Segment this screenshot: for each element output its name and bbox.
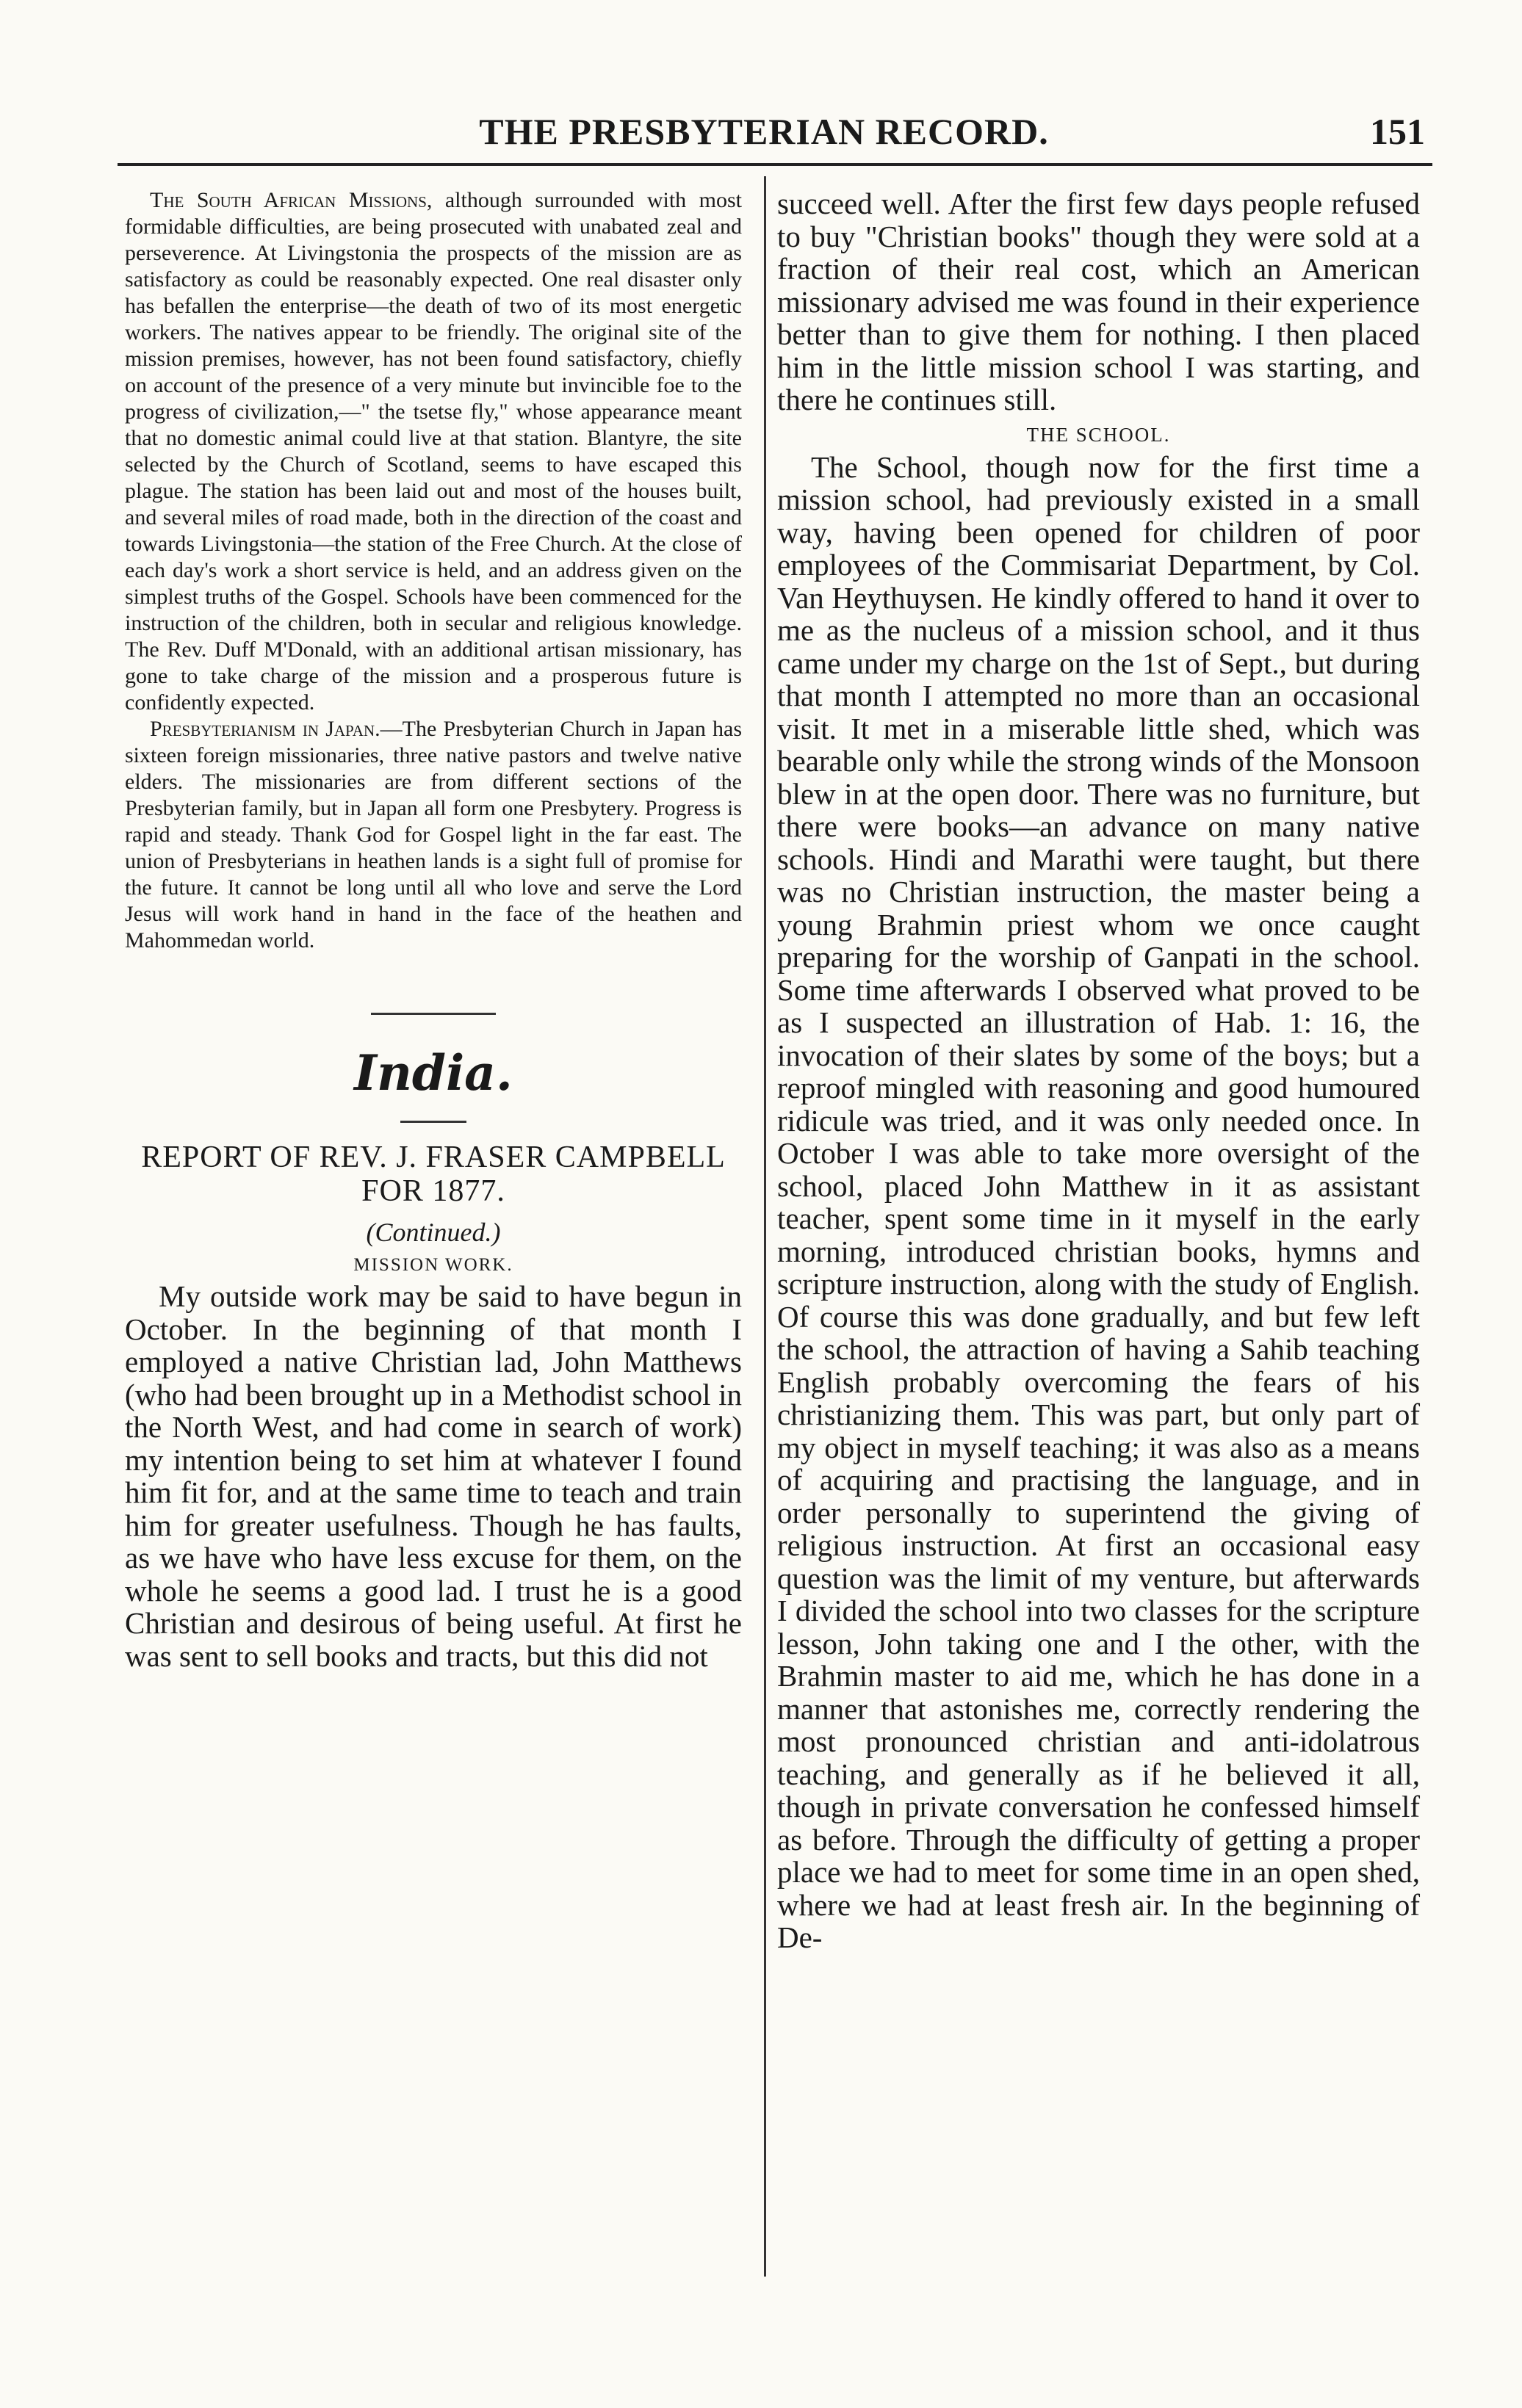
mission-work-paragraph: My outside work may be said to have begun in October. In the beginning of that month I employed a native Christian lad, John Matthews (who had been brought up in a Methodist school in the North West, and had come in search of work) my intention being to set him at whatever I found him fit for, and at the same time to teach and train him for greater usefulness. Though he has faults, as we have who have less excuse for them, on the whole he seems a good lad. I trust he is a good Christian and desirous of being useful. At first he was sent to sell books and tracts, but this did not [125, 1279, 742, 1673]
right-column [777, 187, 1420, 1954]
mission-work-heading: MISSION WORK. [353, 1255, 513, 1275]
column-divider [764, 176, 766, 2277]
page-number: 151 [1370, 111, 1425, 152]
right-body [777, 187, 1420, 1954]
japan-paragraph [125, 716, 742, 954]
left-column [125, 187, 742, 1672]
mission-work-body [125, 1280, 742, 1672]
continuation-paragraph: succeed well. After the first few days people refused to buy "Christian books" though they were sold at a fraction of their real cost, which an American missionary advised me was found in their experience better than to give them for nothing. I then placed him in the little mission school I was starting, and there he continues still. [777, 187, 1420, 416]
journal-title: THE PRESBYTERIAN RECORD. [479, 111, 1049, 152]
header-rule [118, 163, 1432, 166]
section-rule-bottom [400, 1121, 466, 1123]
school-heading: THE SCHOOL. [1026, 423, 1171, 446]
continued-label: (Continued.) [366, 1218, 501, 1247]
section-rule-top [371, 1013, 496, 1015]
school-paragraph: The School, though now for the first time a mission school, had previously existed in a small way, having been opened for children of poor employees of the Commisariat Department, by Col. Van Heythuysen. He kindly offered to hand it over to me as the nucleus of a mission school, and it thus came under my charge on the 1st of Sept., but during that month I attempted no more than an occasional visit. It met in a miserable little shed, which was bearable only while the strong winds of the Monsoon blew in at the open door. There was no furniture, but there were books—an advance on many native schools. Hindi and Marathi were taught, but there was no Christian instruction, the master being a young Brahmin priest whom we once caught preparing for the worship of Ganpati in the school. Some time afterwards I observed what proved to be as I suspected an illustration of Hab. 1: 16, the invocation of their slates by some of the boys; but a reproof mingled with reasoning and good humoured ridicule was tried, and it was only needed once. In October I was able to take more oversight of the school, placed John Matthew in it as assistant teacher, spent some time in it myself in the early morning, introduced christian books, hymns and scripture instruction, along with the study of English. Of course this was done gradually, and but few left the school, the attraction of having a Sahib teaching English probably overcoming the fears of his christianizing them. This was part, but only part of my object in myself teaching; it was also as a means of acquiring and practising the language, and in order personally to superintend the giving of religious instruction. At first an occasional easy question was the limit of my venture, but afterwards I divided the school into two classes for the scripture lesson, John taking one and I the other, with the Brahmin master to aid me, which he has done in a manner that astonishes me, correctly rendering the most pronounced christian and anti-idolatrous teaching, and generally as if he believed it all, though in private conversation he confessed himself as before. Through the difficulty of getting a proper place we had to meet for some time in an open shed, where we had at least fresh air. In the beginning of De- [777, 449, 1420, 1954]
report-title: REPORT OF REV. J. FRASER CAMPBELL FOR 1877. [141, 1140, 726, 1208]
japan-lead: Presbyterianism in Japan. [150, 717, 380, 741]
japan-text: —The Presbyterian Church in Japan has sixteen foreign missionaries, three native pastors and twelve native elders. The missionaries are from different sections of the Presbyterian family, but in Japan all form one Presbytery. Progress is rapid and steady. Thank God for Gospel light in the far east. The union of Presbyterians in heathen lands is a sight full of promise for the future. It cannot be long until all who love and serve the Lord Jesus will work hand in hand in the face of the heathen and Mahommedan world. [125, 717, 742, 952]
news-notes [125, 187, 742, 954]
page-header [103, 110, 1425, 162]
section-title: India. [354, 1044, 513, 1102]
south-africa-text: although surrounded with most formidable difficulties, are being prosecuted with unabated zeal and perseverence. At Livingstonia the prospects of the mission are as satisfactory as could be reasonably expected. One real disaster only has befallen the enterprise—the death of two of its most energetic workers. The natives appear to be friendly. The original site of the mission premises, however, has not been found satisfactory, chiefly on account of the presence of a very minute but invincible foe to the progress of civilization,—" the tsetse fly," whose appearance meant that no domestic animal could live at that station. Blantyre, the site selected by the Church of Scotland, seems to have escaped this plague. The station has been laid out and most of the houses built, and several miles of road made, both in the direction of the coast and towards Livingstonia—the station of the Free Church. At the close of each day's work a short service is held, and an address given on the simplest truths of the Gospel. Schools have been commenced for the instruction of the children, both in secular and religious knowledge. The Rev. Duff M'Donald, with an additional artisan missionary, has gone to take charge of the mission and a prosperous future is confidently expected. [125, 188, 742, 715]
south-africa-paragraph [125, 187, 742, 716]
south-africa-lead: The South African Missions, [150, 188, 433, 212]
